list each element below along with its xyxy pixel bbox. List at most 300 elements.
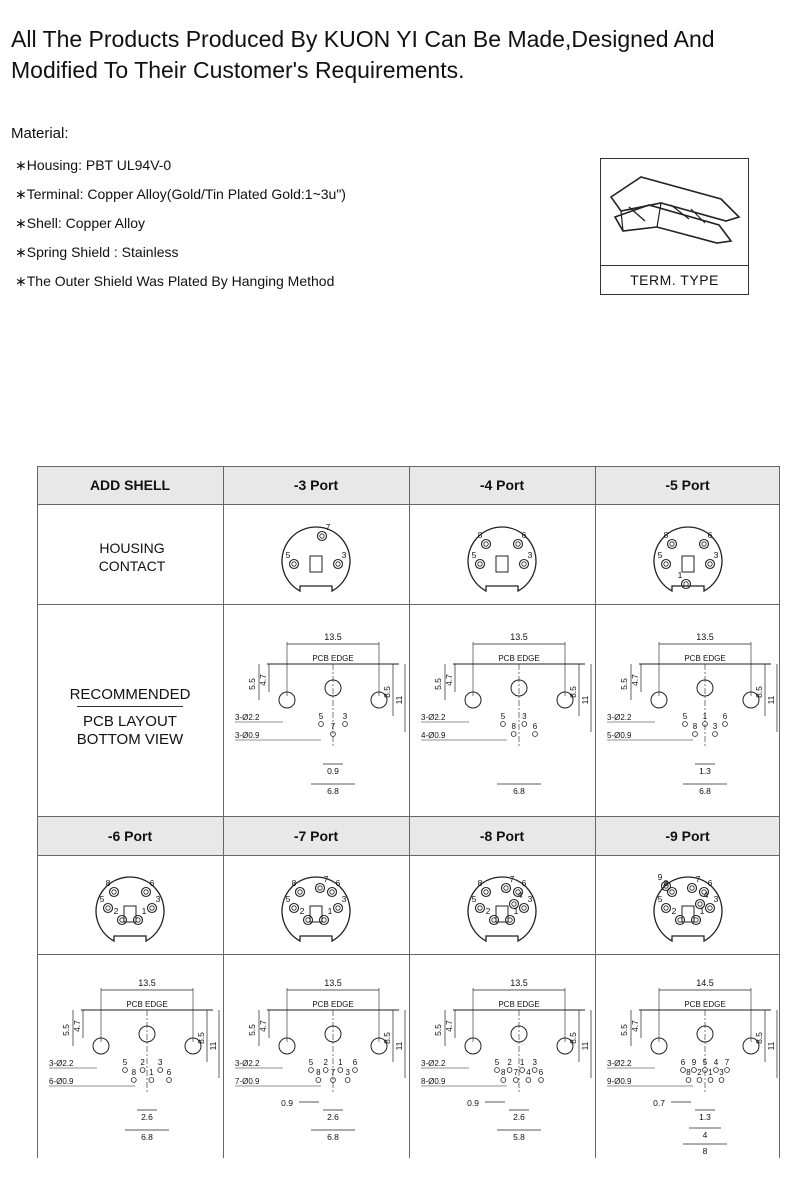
header-add-shell: ADD SHELL (37, 466, 223, 505)
pcb-pin-hole (353, 1068, 358, 1073)
span-label: 6.8 (327, 786, 339, 796)
pin-8-hole (668, 540, 677, 549)
pin-3-hole (334, 904, 343, 913)
pcb-pin-label: 7 (330, 722, 336, 731)
pcb-pin-label: 8 (511, 722, 516, 731)
pcb-pin-hole (123, 1068, 128, 1073)
hole-callout-large: 3-Ø2.2 (607, 1059, 632, 1068)
pin-8-label: 8 (663, 878, 669, 888)
dim-4-7-label: 4.7 (72, 1020, 82, 1032)
pin-5-inner (106, 906, 110, 910)
pcb-pin-label: 8 (501, 1068, 506, 1077)
pcb-pin-label: 3 (345, 1068, 350, 1077)
dim-11-label: 11 (208, 1041, 218, 1051)
pin-3-hole (148, 904, 157, 913)
pcb-pin-label: 1 (149, 1068, 154, 1077)
pin-3-inner (522, 562, 526, 566)
row-label-pcb-layout: PCB LAYOUT BOTTOM VIEW (76, 713, 184, 748)
pin-3-inner (708, 906, 712, 910)
pin-3-label: 3 (527, 550, 533, 560)
pin-9-label: 9 (657, 872, 663, 882)
pin-3-label: 3 (527, 894, 533, 904)
pcb-pin-label: 5 (682, 712, 688, 721)
hole-callout-large: 3-Ø2.2 (49, 1059, 74, 1068)
pin-1-label: 1 (699, 906, 705, 916)
pin-1-hole (692, 916, 701, 925)
pin-8-hole (296, 888, 305, 897)
pcb-edge-label: PCB EDGE (312, 654, 354, 663)
pin-3-label: 3 (155, 894, 161, 904)
pcb-pin-label: 5 (318, 712, 324, 721)
pin-8-label: 8 (105, 878, 111, 888)
span-label: 6.8 (513, 786, 525, 796)
dim-5-5-label: 5.5 (61, 1024, 71, 1036)
header-8-port: -8 Port (409, 816, 595, 856)
pin-8-label: 8 (663, 530, 669, 540)
pin-2-label: 2 (485, 906, 491, 916)
width-dim-label: 14.5 (696, 978, 714, 988)
terminal-clip-icon (601, 159, 748, 265)
pin-2-label: 2 (671, 906, 677, 916)
pin-5-inner (478, 562, 482, 566)
pin-6-inner (144, 890, 148, 894)
pcb-pin-label: 3 (532, 1058, 537, 1067)
pitch-a-label: 0.9 (281, 1098, 293, 1108)
hole-callout-large: 3-Ø2.2 (235, 713, 260, 722)
dim-11-label: 11 (394, 695, 404, 705)
pcb-pin-hole (507, 1068, 512, 1073)
pcb-edge-label: PCB EDGE (498, 654, 540, 663)
pin-1-label: 1 (141, 906, 147, 916)
pin-2-hole (304, 916, 313, 925)
pin-3-label: 3 (341, 550, 347, 560)
dim-11-label: 11 (580, 695, 590, 705)
pin-6-label: 6 (707, 878, 713, 888)
pin-3-hole (520, 904, 529, 913)
pin-7-label: 7 (695, 874, 701, 884)
pin-5-inner (664, 906, 668, 910)
pin-6-hole (142, 888, 151, 897)
pcb-pin-label: 5 (122, 1058, 128, 1067)
pcb-pin-hole (692, 1068, 697, 1073)
pcb-pin-label: 1 (519, 1058, 525, 1067)
pcb-pin-hole (714, 1068, 719, 1073)
pcb-pin-hole (533, 732, 538, 737)
pin-8-inner (298, 890, 302, 894)
pcb-pin-label: 7 (330, 1068, 336, 1077)
pcb-pin-hole (316, 1078, 321, 1083)
span-label: 6.8 (699, 786, 711, 796)
span-label: 6.8 (327, 1132, 339, 1142)
pin-5-hole (662, 560, 671, 569)
pcb-pin-hole (149, 1078, 154, 1083)
pin-6-label: 6 (149, 878, 155, 888)
dim-4-7-label: 4.7 (258, 1020, 268, 1032)
pin-7-hole (502, 884, 511, 893)
pin-1-label: 1 (677, 570, 683, 580)
pin-6-hole (514, 540, 523, 549)
pcb-pin-hole (693, 732, 698, 737)
pin-2-label: 2 (113, 906, 119, 916)
pcb-pin-label: 6 (722, 712, 728, 721)
pcb-pin-label: 5 (308, 1058, 314, 1067)
pcb-pin-label: 6 (352, 1058, 358, 1067)
pin-5-inner (664, 562, 668, 566)
pcb-pin-label: 2 (323, 1058, 328, 1067)
pin-5-label: 5 (285, 894, 291, 904)
span-label: 6.8 (141, 1132, 153, 1142)
pcb-pin-label: 6 (166, 1068, 172, 1077)
pcb-pin-hole (511, 732, 516, 737)
hole-callout-large: 3-Ø2.2 (235, 1059, 260, 1068)
dim-4-7-label: 4.7 (258, 674, 268, 686)
pin-5-hole (104, 904, 113, 913)
pitch-label: 0.9 (327, 766, 339, 776)
hole-callout-small: 5-Ø0.9 (607, 731, 632, 740)
header-5-port: -5 Port (595, 466, 780, 505)
hole-callout-large: 3-Ø2.2 (421, 1059, 446, 1068)
pin-1-hole (134, 916, 143, 925)
pin-8-hole (110, 888, 119, 897)
pin-8-label: 8 (477, 878, 483, 888)
pcb-pin-label: 6 (680, 1058, 686, 1067)
pcb-pin-label: 5 (494, 1058, 500, 1067)
pcb-pin-hole (158, 1068, 163, 1073)
pin-5-hole (476, 904, 485, 913)
pcb-pin-hole (131, 1078, 136, 1083)
pin-7-label: 7 (509, 874, 515, 884)
hole-callout-small: 6-Ø0.9 (49, 1077, 74, 1086)
pin-3-label: 3 (341, 894, 347, 904)
pin-8-hole (668, 888, 677, 897)
pin-5-label: 5 (285, 550, 291, 560)
pcb-pin-label: 1 (702, 712, 708, 721)
pcb-pin-label: 6 (538, 1068, 544, 1077)
header-4-port: -4 Port (409, 466, 595, 505)
width-dim-label: 13.5 (324, 632, 342, 642)
width-dim-label: 13.5 (138, 978, 156, 988)
pcb-pin-hole (319, 722, 324, 727)
pin-2-hole (676, 916, 685, 925)
material-spec-list (15, 155, 346, 300)
hole-callout-large: 3-Ø2.2 (421, 713, 446, 722)
pcb-pin-hole (513, 1078, 518, 1083)
pcb-pin-label: 8 (316, 1068, 321, 1077)
pin-7-hole (318, 532, 327, 541)
hole-callout-small: 8-Ø0.9 (421, 1077, 446, 1086)
pcb-pin-label: 2 (140, 1058, 145, 1067)
pin-5-hole (662, 904, 671, 913)
pitch-label: 2.6 (141, 1112, 153, 1122)
hole-callout-small: 7-Ø0.9 (235, 1077, 260, 1086)
pcb-pin-hole (526, 1078, 531, 1083)
spec-terminal: ∗Terminal: Copper Alloy(Gold/Tin Plated Gold:1~3u") (15, 186, 346, 202)
pcb-pin-hole (520, 1068, 525, 1073)
pin-6-inner (702, 542, 706, 546)
pcb-pin-hole (681, 1068, 686, 1073)
pin-5-label: 5 (471, 550, 477, 560)
pcb-pin-label: 5 (500, 712, 506, 721)
port-column-bottom-4 (607, 872, 777, 1156)
dim-8-5-label: 8.5 (382, 1032, 392, 1044)
pitch-label: 2.6 (327, 1112, 339, 1122)
pcb-pin-hole (719, 1078, 724, 1083)
pcb-pin-hole (686, 1078, 691, 1083)
connector-face-outline (282, 527, 350, 591)
dim-4-7-label: 4.7 (444, 1020, 454, 1032)
width-dim-label: 13.5 (510, 632, 528, 642)
header-6-port: -6 Port (37, 816, 223, 856)
pin-6-label: 6 (707, 530, 713, 540)
terminal-type-box (600, 158, 749, 295)
pin-7-inner (504, 886, 508, 890)
row-label-recommended: RECOMMENDED (69, 686, 191, 703)
pin-6-label: 6 (521, 878, 527, 888)
headline-line-2: Modified To Their Customer's Requirements. (11, 57, 465, 83)
spec-housing: ∗Housing: PBT UL94V-0 (15, 157, 172, 173)
key-slot (124, 906, 136, 922)
pin-8-inner (484, 890, 488, 894)
pin-8-label: 8 (477, 530, 483, 540)
material-label: Material: (11, 125, 69, 142)
pin-1-hole (506, 916, 515, 925)
pcb-pin-label: 3 (712, 722, 718, 731)
pin-4-label: 4 (703, 890, 709, 900)
hole-callout-large: 3-Ø2.2 (607, 713, 632, 722)
port-column-top-3 (607, 527, 777, 796)
pitch-label: 1.3 (699, 766, 711, 776)
dim-8-5-label: 8.5 (196, 1032, 206, 1044)
pin-1-hole (320, 916, 329, 925)
dim-11-label: 11 (766, 695, 776, 705)
pin-3-inner (336, 562, 340, 566)
pin-3-hole (706, 560, 715, 569)
pin-2-hole (490, 916, 499, 925)
pcb-pin-hole (532, 1068, 537, 1073)
pcb-pin-label: 3 (522, 712, 527, 721)
pin-3-inner (150, 906, 154, 910)
pcb-pin-hole (343, 722, 348, 727)
pcb-pin-label: 4 (713, 1058, 719, 1067)
header-9-port: -9 Port (595, 816, 780, 856)
pcb-pin-label: 7 (724, 1058, 730, 1067)
dim-5-5-label: 5.5 (433, 678, 443, 690)
pin-3-hole (520, 560, 529, 569)
pcb-pin-hole (495, 1068, 500, 1073)
pin-8-hole (482, 540, 491, 549)
pin-5-inner (292, 906, 296, 910)
pin-3-inner (708, 562, 712, 566)
pcb-pin-hole (697, 1078, 702, 1083)
pin-5-label: 5 (657, 550, 663, 560)
pin-3-label: 3 (713, 550, 719, 560)
pin-6-inner (330, 890, 334, 894)
pcb-edge-label: PCB EDGE (684, 1000, 726, 1009)
span-label: 5.8 (513, 1132, 525, 1142)
pin-6-label: 6 (521, 530, 527, 540)
dim-11-label: 11 (394, 1041, 404, 1051)
pin-2-label: 2 (299, 906, 305, 916)
port-column-top-1 (235, 522, 405, 796)
pcb-edge-label: PCB EDGE (126, 1000, 168, 1009)
key-slot (310, 906, 322, 922)
key-slot (496, 556, 508, 572)
pin-4-label: 4 (517, 890, 523, 900)
width-dim-label: 13.5 (510, 978, 528, 988)
pin-7-inner (690, 886, 694, 890)
pitch-b-label: 4 (702, 1130, 708, 1140)
key-slot (682, 556, 694, 572)
dim-8-5-label: 8.5 (568, 1032, 578, 1044)
pin-6-label: 6 (335, 878, 341, 888)
spec-shell: ∗Shell: Copper Alloy (15, 215, 146, 231)
pin-3-label: 3 (713, 894, 719, 904)
key-slot (310, 556, 322, 572)
dim-8-5-label: 8.5 (382, 686, 392, 698)
pin-7-hole (316, 884, 325, 893)
port-column-bottom-2 (235, 874, 405, 1142)
dim-5-5-label: 5.5 (433, 1024, 443, 1036)
pcb-pin-label: 4 (526, 1068, 531, 1077)
dim-4-7-label: 4.7 (630, 1020, 640, 1032)
key-slot (682, 906, 694, 922)
port-column-bottom-3 (421, 874, 591, 1142)
dim-11-label: 11 (766, 1041, 776, 1051)
dim-8-5-label: 8.5 (568, 686, 578, 698)
pin-6-hole (328, 888, 337, 897)
port-column-top-2 (421, 527, 591, 796)
pcb-pin-hole (140, 1068, 145, 1073)
header-7-port: -7 Port (223, 816, 409, 856)
dim-4-7-label: 4.7 (444, 674, 454, 686)
pin-5-hole (290, 560, 299, 569)
pin-5-label: 5 (471, 894, 477, 904)
pin-5-label: 5 (99, 894, 105, 904)
pin-7-hole (688, 884, 697, 893)
pin-3-inner (336, 906, 340, 910)
pitch-label: 2.6 (513, 1112, 525, 1122)
pcb-pin-hole (167, 1078, 172, 1083)
spec-outer-shield: ∗The Outer Shield Was Plated By Hanging Method (15, 273, 335, 289)
pin-7-label: 7 (323, 874, 329, 884)
pin-1-label: 1 (327, 906, 333, 916)
hole-callout-small: 9-Ø0.9 (607, 1077, 632, 1086)
pin-7-inner (318, 886, 322, 890)
pcb-edge-label: PCB EDGE (312, 1000, 354, 1009)
pcb-pin-label: 5 (702, 1058, 708, 1067)
dim-8-5-label: 8.5 (754, 1032, 764, 1044)
pin-5-hole (290, 904, 299, 913)
pcb-pin-label: 1 (338, 1058, 343, 1067)
pcb-pin-hole (501, 722, 506, 727)
ports-table (37, 466, 780, 1158)
pitch-label: 1.3 (699, 1112, 711, 1122)
pcb-pin-hole (309, 1068, 314, 1073)
pcb-pin-hole (345, 1078, 350, 1083)
pin-6-inner (516, 542, 520, 546)
pin-8-inner (670, 890, 674, 894)
headline (11, 24, 781, 86)
pcb-pin-hole (713, 732, 718, 737)
pcb-pin-label: 2 (697, 1068, 702, 1077)
dim-4-7-label: 4.7 (630, 674, 640, 686)
key-slot (496, 906, 508, 922)
dim-5-5-label: 5.5 (619, 1024, 629, 1036)
spec-spring-shield: ∗Spring Shield : Stainless (15, 244, 179, 260)
hole-callout-small: 3-Ø0.9 (235, 731, 260, 740)
headline-line-1: All The Products Produced By KUON YI Can Be Made,Designed And (11, 26, 715, 52)
pcb-pin-label: 8 (692, 722, 698, 731)
pitch-a-label: 0.7 (653, 1098, 665, 1108)
pin-1-hole (682, 580, 691, 589)
terminal-type-label: TERM. TYPE (601, 265, 748, 294)
pcb-pin-hole (522, 722, 527, 727)
dim-11-label: 11 (580, 1041, 590, 1051)
pin-2-hole (118, 916, 127, 925)
pin-6-hole (700, 540, 709, 549)
pin-8-hole (482, 888, 491, 897)
pin-5-label: 5 (657, 894, 663, 904)
pcb-pin-hole (323, 1068, 328, 1073)
pcb-pin-label: 1 (708, 1068, 713, 1077)
pcb-pin-hole (683, 722, 688, 727)
pcb-pin-label: 8 (686, 1068, 691, 1077)
pin-8-inner (484, 542, 488, 546)
dim-5-5-label: 5.5 (619, 678, 629, 690)
dim-8-5-label: 8.5 (754, 686, 764, 698)
pcb-pin-label: 3 (719, 1068, 724, 1077)
pcb-pin-label: 9 (691, 1058, 697, 1067)
pcb-pin-hole (501, 1078, 506, 1083)
pcb-edge-label: PCB EDGE (684, 654, 726, 663)
pin-8-label: 8 (291, 878, 297, 888)
pcb-pin-label: 3 (342, 712, 348, 721)
dim-5-5-label: 5.5 (247, 1024, 257, 1036)
pin-8-inner (670, 542, 674, 546)
pin-5-inner (292, 562, 296, 566)
pin-8-inner (112, 890, 116, 894)
header-3-port: -3 Port (223, 466, 409, 505)
pcb-pin-label: 8 (131, 1068, 137, 1077)
pcb-pin-hole (725, 1068, 730, 1073)
pitch-a-label: 0.9 (467, 1098, 479, 1108)
pcb-pin-hole (539, 1078, 544, 1083)
span-label: 8 (702, 1146, 708, 1156)
hole-callout-small: 4-Ø0.9 (421, 731, 446, 740)
pcb-pin-label: 6 (532, 722, 538, 731)
pcb-pin-label: 2 (507, 1058, 512, 1067)
pcb-pin-label: 7 (513, 1068, 519, 1077)
width-dim-label: 13.5 (324, 978, 342, 988)
diagram-layer (37, 466, 780, 1158)
dim-5-5-label: 5.5 (247, 678, 257, 690)
pcb-pin-hole (338, 1068, 343, 1073)
pin-7-inner (320, 534, 324, 538)
pin-3-inner (522, 906, 526, 910)
pcb-pin-hole (723, 722, 728, 727)
pcb-pin-label: 3 (157, 1058, 163, 1067)
pcb-pin-hole (708, 1078, 713, 1083)
row-label-housing-contact: HOUSING CONTACT (98, 540, 166, 574)
pin-1-label: 1 (513, 906, 519, 916)
pcb-edge-label: PCB EDGE (498, 1000, 540, 1009)
pin-7-label: 7 (325, 522, 331, 532)
pin-3-hole (706, 904, 715, 913)
pin-5-hole (476, 560, 485, 569)
pin-3-hole (334, 560, 343, 569)
port-column-bottom-1 (49, 877, 219, 1142)
pin-5-inner (478, 906, 482, 910)
